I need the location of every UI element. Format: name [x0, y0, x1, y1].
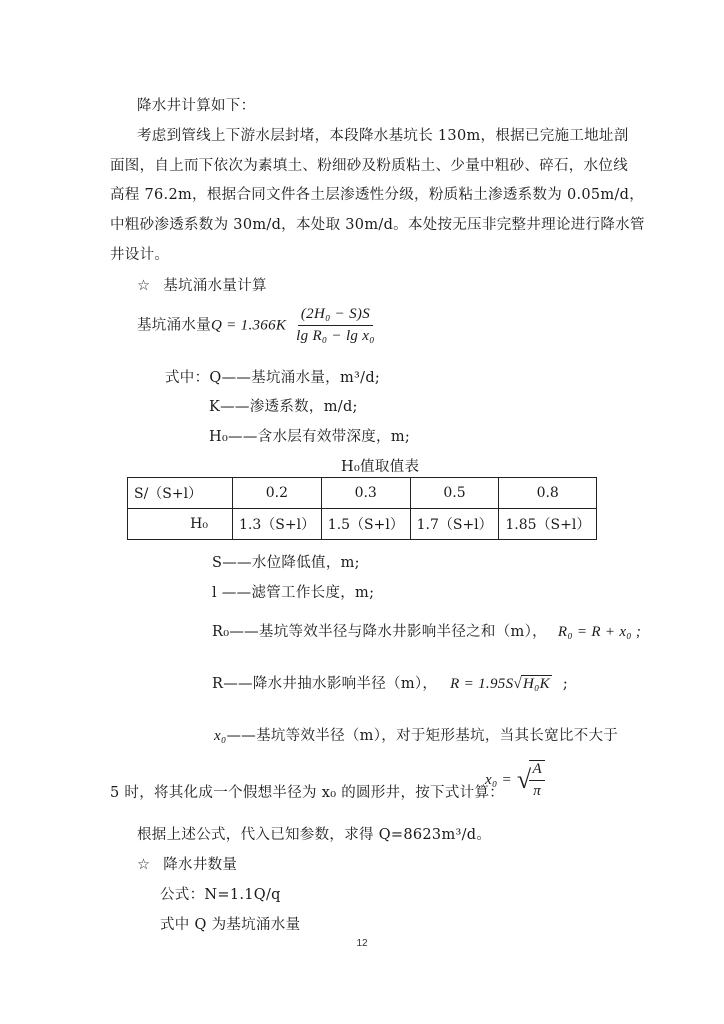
sqrt-icon: √	[513, 676, 522, 692]
paragraph-line: 井设计。	[110, 247, 170, 263]
star-icon: ☆	[137, 857, 151, 873]
x0-symbol: x₀	[214, 728, 227, 744]
paragraph-line: 面图，自上而下依次为素填土、粉细砂及粉质粘土、少量中粗砂、碎石，水位线	[110, 158, 628, 174]
formula-numerator: (2H₀ − S)S	[298, 306, 373, 326]
table-cell: 0.3	[321, 478, 410, 509]
table-cell: H₀	[128, 509, 233, 540]
inflow-formula	[137, 306, 380, 345]
paragraph-line: 高程 76.2m，根据合同文件各土层渗透性分级，粉质粘土渗透系数为 0.05m/d，	[110, 187, 645, 203]
r-formula-root: H₀K	[522, 676, 550, 692]
table-cell: S/（S+l）	[128, 478, 233, 509]
star-icon: ☆	[137, 278, 151, 294]
result-line: 根据上述公式，代入已知参数，求得 Q=8623m³/d。	[137, 827, 492, 843]
definition-r	[212, 672, 568, 693]
x0-formula-num: A	[529, 761, 544, 781]
table-cell: 1.7（S+l）	[410, 509, 499, 540]
formula-n: 公式：N=1.1Q/q	[160, 887, 281, 903]
table-cell: 1.5（S+l）	[321, 509, 410, 540]
x0-text: ——基坑等效半径（m），对于矩形基坑，当其长宽比不大于	[226, 728, 619, 744]
r-formula-end: ;	[562, 676, 568, 692]
x0-formula-lhs: x₀ =	[485, 772, 512, 788]
page-number: 12	[356, 938, 368, 949]
formula-denominator: lg R₀ − lg x₀	[296, 328, 375, 344]
x0-formula-fraction	[529, 760, 544, 800]
table-row	[128, 478, 597, 509]
section-title: 基坑涌水量计算	[163, 278, 267, 294]
r-text: R——降水井抽水影响半径（m），	[212, 676, 438, 692]
heading: 降水井计算如下：	[137, 98, 256, 114]
definition-x0	[214, 724, 618, 745]
table-cell: 0.2	[233, 478, 322, 509]
table-cell: 0.5	[410, 478, 499, 509]
definition-r0	[212, 620, 641, 641]
formula-label: 基坑涌水量	[137, 317, 211, 334]
definition-q: 式中：Q——基坑涌水量，m³/d;	[165, 370, 381, 386]
section-heading-wells	[137, 853, 237, 874]
h0-value-table	[127, 477, 597, 540]
sqrt-icon: √	[516, 765, 532, 794]
definition-l: l ——滤管工作长度，m;	[212, 585, 375, 601]
table-cell: 0.8	[499, 478, 597, 509]
definition-s: S——水位降低值，m;	[212, 555, 360, 571]
definition-h0: H₀——含水层有效带深度，m;	[209, 429, 411, 445]
formula-fraction	[293, 306, 378, 345]
x0-formula-den: π	[533, 783, 542, 799]
definition-k: K——渗透系数，m/d;	[209, 399, 358, 415]
r0-text: R₀——基坑等效半径与降水井影响半径之和（m），	[212, 624, 547, 640]
table-row	[128, 509, 597, 540]
r0-formula: R₀ = R + x₀ ;	[557, 624, 642, 640]
table-caption: H₀值取值表	[341, 459, 420, 475]
table-cell: 1.85（S+l）	[499, 509, 597, 540]
section-heading-inflow	[137, 274, 267, 295]
formula-lhs: Q = 1.366K	[211, 317, 287, 334]
table-cell: 1.3（S+l）	[233, 509, 322, 540]
paragraph-line: 中粗砂渗透系数为 30m/d，本处取 30m/d。本处按无压非完整井理论进行降水管	[110, 217, 645, 233]
x0-formula	[485, 760, 547, 800]
x0-description-line: 5 时，将其化成一个假想半径为 x₀ 的圆形井，按下式计算：	[110, 785, 505, 801]
r-formula-left: R = 1.95S	[450, 676, 514, 692]
paragraph-line: 考虑到管线上下游水层封堵，本段降水基坑长 130m，根据已完施工地址剖	[137, 128, 629, 144]
section-title: 降水井数量	[163, 857, 238, 873]
formula-n-definition: 式中 Q 为基坑涌水量	[160, 917, 301, 933]
